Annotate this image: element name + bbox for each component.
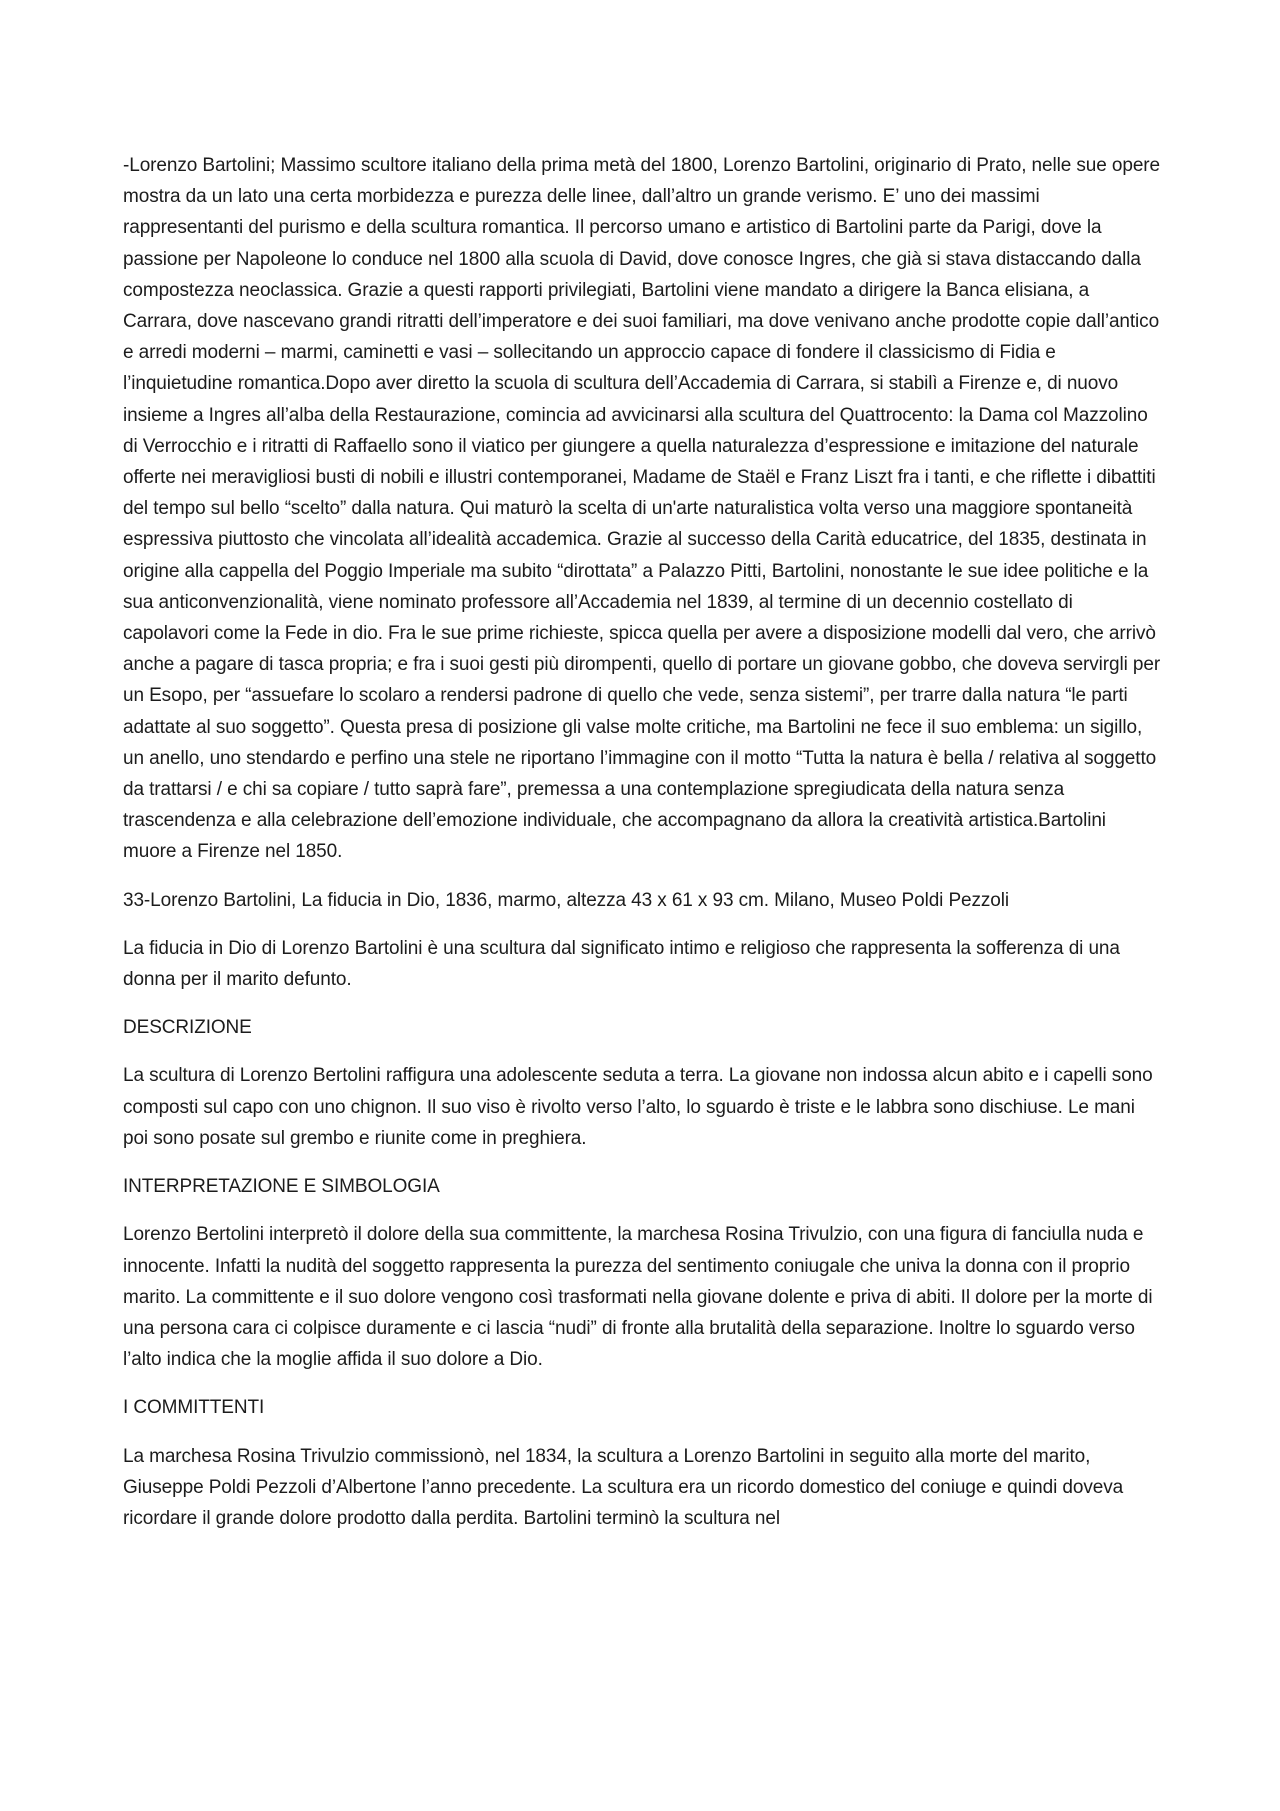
heading-descrizione: DESCRIZIONE (123, 1017, 252, 1039)
paragraph-intro: La fiducia in Dio di Lorenzo Bartolini è una scultura dal significato intimo e religioso che rappresenta la sofferenza di una donna per il marito defunto. (123, 937, 1120, 991)
paragraph-interpretation: Lorenzo Bertolini interpretò il dolore della sua committente, la marchesa Rosina Trivulzio, con una figura di fanciulla nuda e innocente. Infatti la nudità del soggetto rappresenta la purezza del sentimento coniugale che univa la donna con il proprio marito. La committente e il suo dolore vengono così trasformati nella giovane dolente e priva di abiti. Il dolore per la morte di una persona cara ci colpisce duramente e ci lascia “nudi” di fronte alla brutalità della separazione. Inoltre lo sguardo verso l’alto indica che la moglie affida il suo dolore a Dio. (123, 1224, 1153, 1371)
document-page (123, 150, 1163, 1551)
paragraph-description: La scultura di Lorenzo Bertolini raffigura una adolescente seduta a terra. La giovane non indossa alcun abito e i capelli sono composti sul capo con uno chignon. Il suo viso è rivolto verso l’alto, lo sguardo è triste e le labbra sono dischiuse. Le mani poi sono posate sul grembo e riunite come in preghiera. (123, 1065, 1153, 1149)
paragraph-patrons: La marchesa Rosina Trivulzio commissionò, nel 1834, la scultura a Lorenzo Bartolini in seguito alla morte del marito, Giuseppe Poldi Pezzoli d’Albertone l’anno precedente. La scultura era un ricordo domestico del coniuge e quindi doveva ricordare il grande dolore prodotto dalla perdita. Bartolini terminò la scultura nel (123, 1445, 1124, 1529)
heading-committenti: I COMMITTENTI (123, 1397, 265, 1419)
heading-interpretazione: INTERPRETAZIONE E SIMBOLOGIA (123, 1176, 440, 1198)
paragraph-artwork-caption: 33-Lorenzo Bartolini, La fiducia in Dio, 1836, marmo, altezza 43 x 61 x 93 cm. Milano, Museo Poldi Pezzoli (123, 889, 1010, 911)
paragraph-bartolini-biography: -Lorenzo Bartolini; Massimo scultore italiano della prima metà del 1800, Lorenzo Bartolini, originario di Prato, nelle sue opere mostra da un lato una certa morbidezza e purezza delle linee, dall’altro un grande verismo. E’ uno dei massimi rappresentanti del purismo e della scultura romantica. Il percorso umano e artistico di Bartolini parte da Parigi, dove la passione per Napoleone lo conduce nel 1800 alla scuola di David, dove conosce Ingres, che già si stava distaccando dalla compostezza neoclassica. Grazie a questi rapporti privilegiati, Bartolini viene mandato a dirigere la Banca elisiana, a Carrara, dove nascevano grandi ritratti dell’imperatore e dei suoi familiari, ma dove venivano anche prodotte copie dall’antico e arredi moderni – marmi, caminetti e vasi – sollecitando un approccio capace di fondere il classicismo di Fidia e l’inquietudine romantica.Dopo aver diretto la scuola di scultura dell’Accademia di Carrara, si stabilì a Firenze e, di nuovo insieme a Ingres all’alba della Restaurazione, comincia ad avvicinarsi alla scultura del Quattrocento: la Dama col Mazzolino di Verrocchio e i ritratti di Raffaello sono il viatico per giungere a quella naturalezza d’espressione e imitazione del naturale offerte nei meravigliosi busti di nobili e illustri contemporanei, Madame de Staël e Franz Liszt fra i tanti, e che riflette i dibattiti del tempo sul bello “scelto” dalla natura. Qui maturò la scelta di un'arte naturalistica volta verso una maggiore spontaneità espressiva piuttosto che vincolata all’idealità accademica. Grazie al successo della Carità educatrice, del 1835, destinata in origine alla cappella del Poggio Imperiale ma subito “dirottata” a Palazzo Pitti, Bartolini, nonostante le sue idee politiche e la sua anticonvenzionalità, viene nominato professore all’Accademia nel 1839, al termine di un decennio costellato di capolavori come la Fede in dio. Fra le sue prime richieste, spicca quella per avere a disposizione modelli dal vero, che arrivò anche a pagare di tasca propria; e fra i suoi gesti più dirompenti, quello di portare un giovane gobbo, che doveva servirgli per un Esopo, per “assuefare lo scolaro a rendersi padrone di quello che vede, senza sistemi”, per trarre dalla natura “le parti adattate al suo soggetto”. Questa presa di posizione gli valse molte critiche, ma Bartolini ne fece il suo emblema: un sigillo, un anello, uno stendardo e perfino una stele ne riportano l’immagine con il motto “Tutta la natura è bella / relativa al soggetto da trattarsi / e chi sa copiare / tutto saprà fare”, premessa a una contemplazione spregiudicata della natura senza trascendenza e alla celebrazione dell’emozione individuale, che accompagnano da allora la creatività artistica.Bartolini muore a Firenze nel 1850. (123, 155, 1161, 863)
